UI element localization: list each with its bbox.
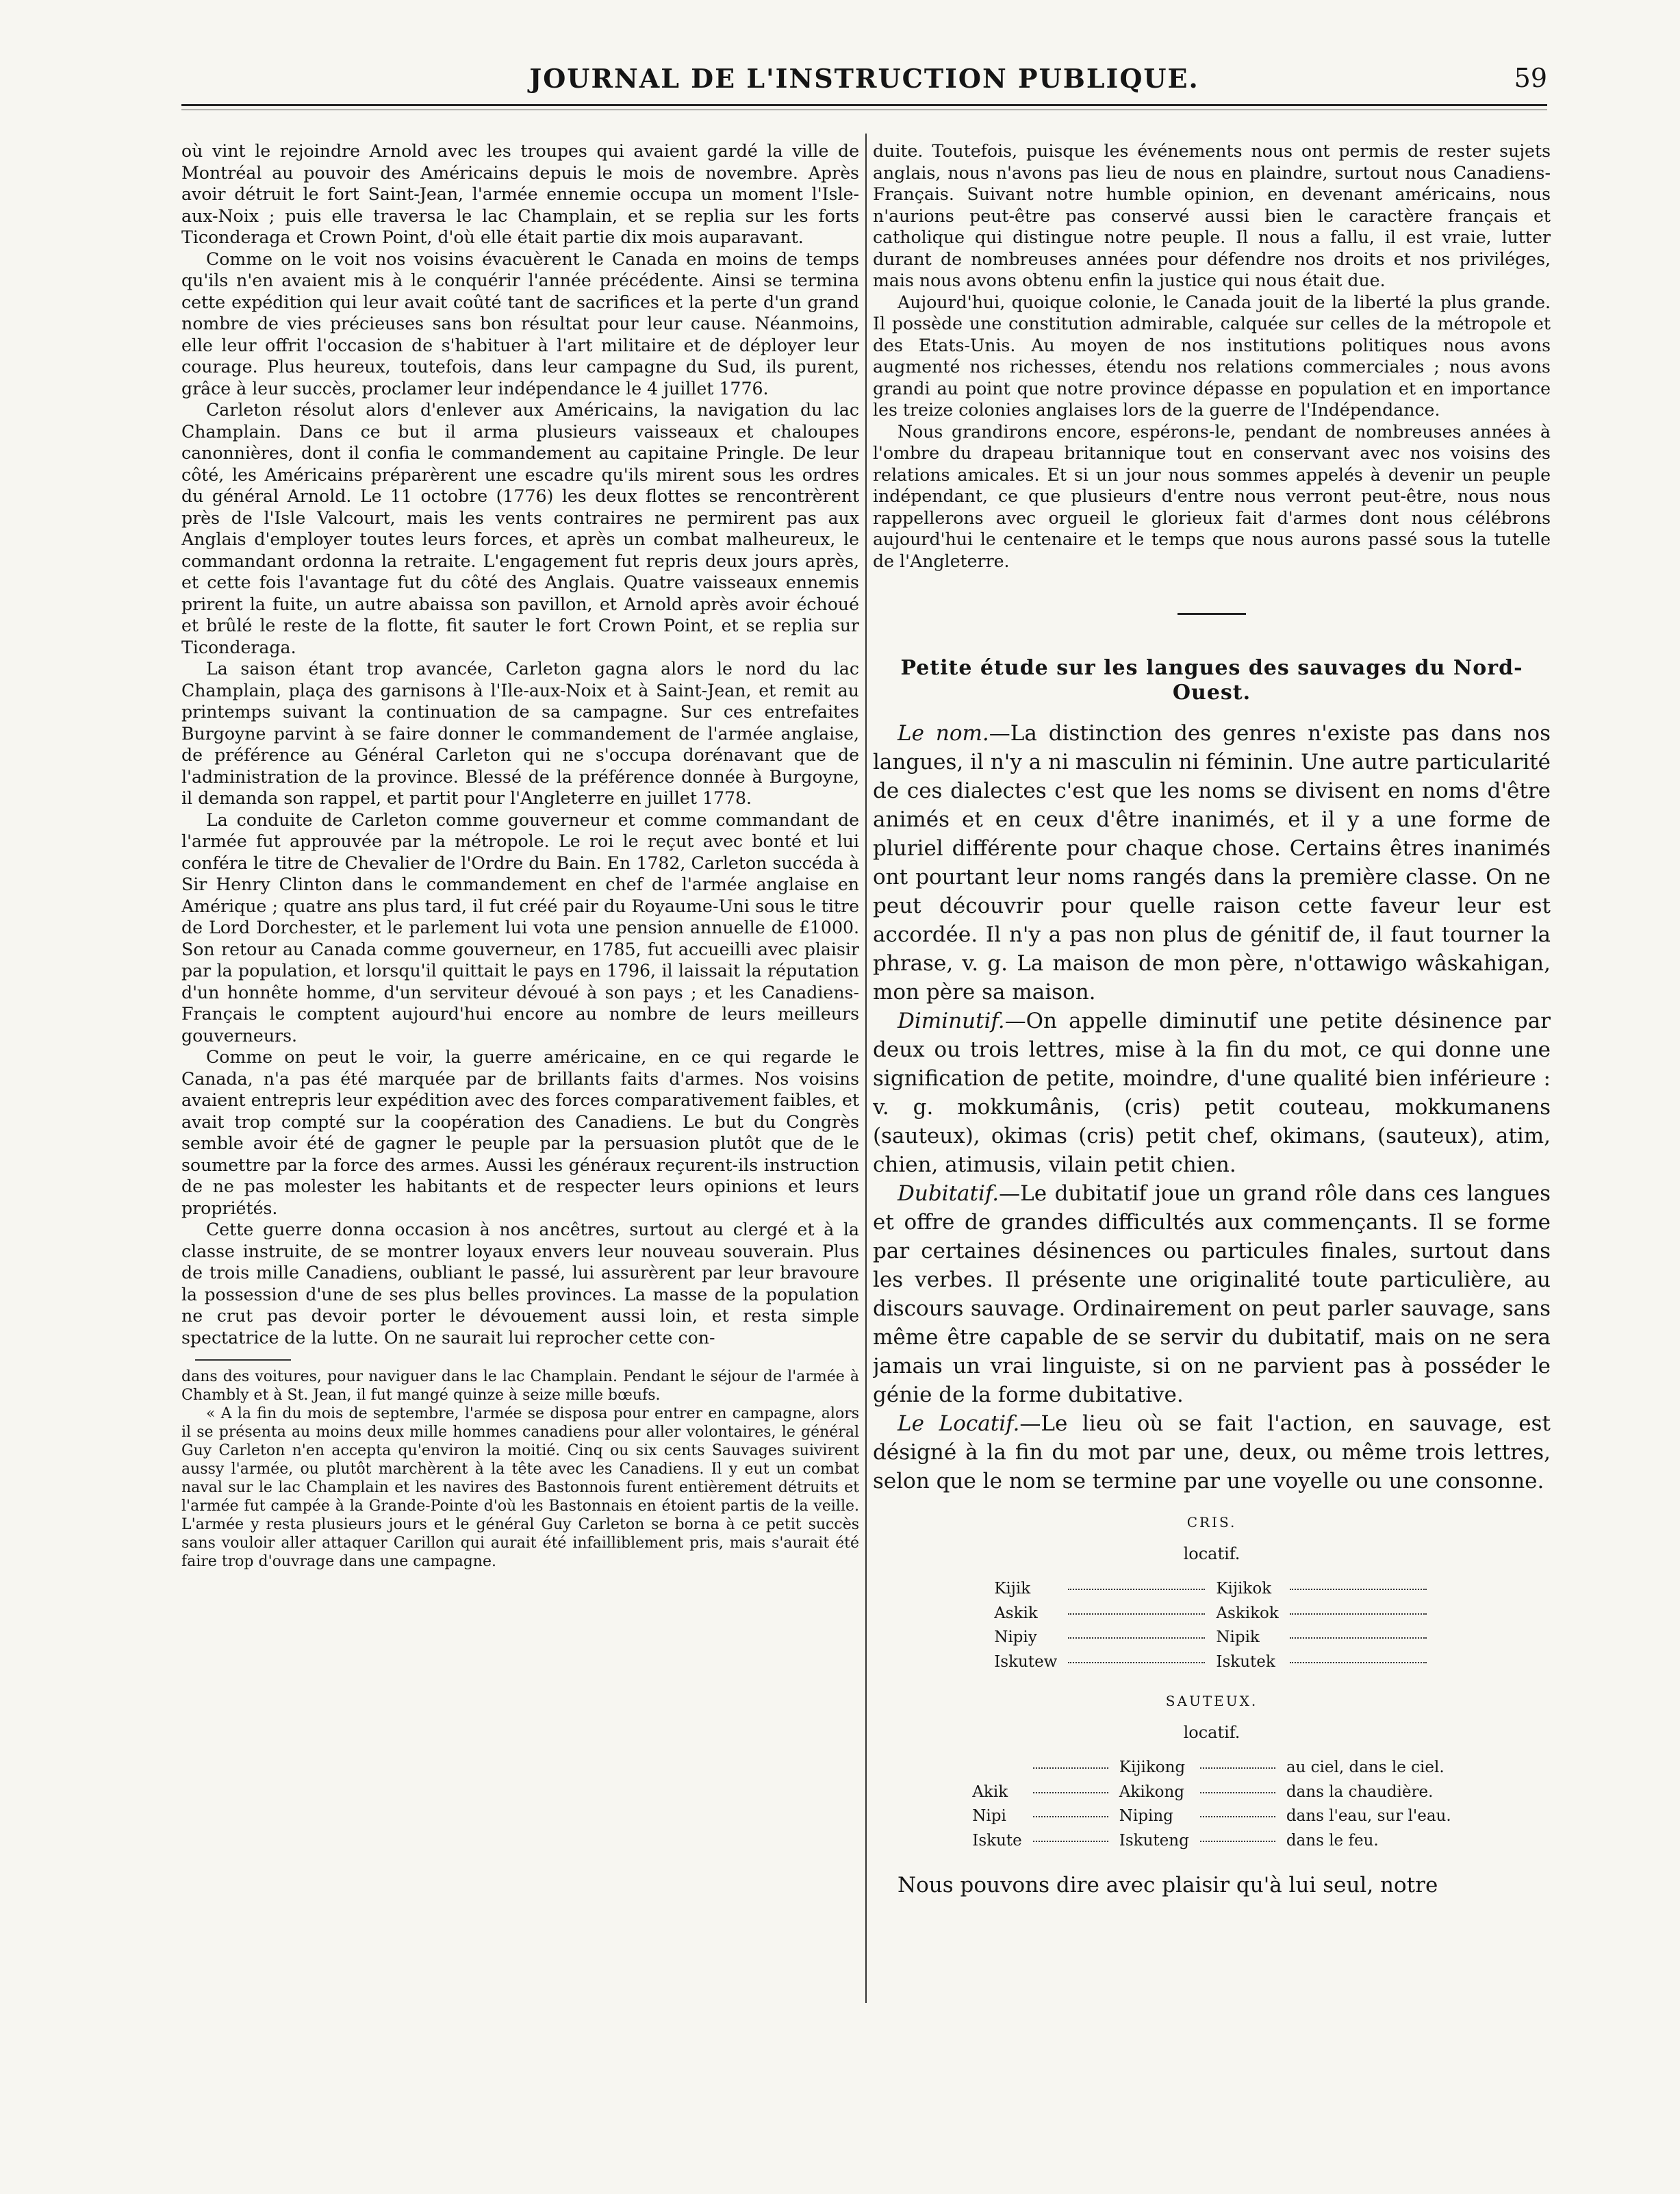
locative-cell: Iskutek (1216, 1652, 1275, 1671)
table-row (968, 1780, 1455, 1805)
leader-dots (1200, 1792, 1275, 1793)
journal-title: JOURNAL DE L'INSTRUCTION PUBLIQUE. (529, 63, 1199, 94)
study-label: Diminutif. (898, 1009, 1005, 1033)
word-cell: Nipi (972, 1807, 1006, 1825)
page-number: 59 (1514, 63, 1547, 93)
gloss-cell: dans l'eau, sur l'eau. (1286, 1807, 1451, 1825)
footnote: dans des voitures, pour naviguer dans le lac Champlain. Pendant le séjour de l'armée à Chambly et à St. Jean, il fut mangé quinze à seize mille bœufs. (181, 1368, 859, 1404)
study-text: —Le lieu où se fait l'action, en sauvage, est désigné à la fin du mot par une, deux, ou même trois lettres, selon que le nom se termine par une voyelle ou une consonne. (873, 1411, 1551, 1493)
leader-dots (1200, 1767, 1275, 1769)
paragraph: Comme on le voit nos voisins évacuèrent le Canada en moins de temps qu'ils n'en avaient mis à le conquérir l'année précédente. Ainsi se termina cette expédition qui leur avait coûté tant de sacrifices et la perte d'un grand nombre de vies précieuses sans bon résultat pour leur cause. Néanmoins, elle leur offrit l'occasion de s'habituer à l'art militaire et de déployer leur courage. Plus heureux, toutefois, dans leur campagne du Sud, ils purent, grâce à leur succès, proclamer leur indépendance le 4 juillet 1776. (181, 249, 859, 399)
paragraph: Cette guerre donna occasion à nos ancêtres, surtout au clergé et à la classe instruite, de se montrer loyaux envers leur nouveau souverain. Plus de trois mille Canadiens, oubliant le passé, lui assurèrent par leur bravoure la possession d'une de ses plus belles provinces. La masse de la population ne crut pas devoir porter le dévouement aussi loin, et resta simple spectatrice de la lutte. On ne saurait lui reprocher cette con- (181, 1220, 859, 1348)
section-separator (1178, 613, 1246, 615)
section-title: Petite étude sur les langues des sauvages du Nord-Ouest. (900, 656, 1523, 705)
paragraph: Aujourd'hui, quoique colonie, le Canada jouit de la liberté la plus grande. Il possède une constitution admirable, calquée sur celles de la métropole et des Etats-Unis. Au moyen de nos institutions politiques nous avons augmenté nos richesses, étendu nos relations commerciales ; nous avons grandi au point que notre province dépasse en population et en importance les treize colonies anglaises lors de la guerre de l'Indépendance. (873, 292, 1551, 420)
locative-cell: Kijikok (1216, 1580, 1272, 1598)
table-row (990, 1626, 1434, 1650)
left-column (181, 140, 859, 1996)
leader-dots (1033, 1841, 1108, 1842)
word-cell: Iskute (972, 1831, 1022, 1850)
leader-dots (1033, 1792, 1108, 1793)
paragraph: La conduite de Carleton comme gouverneur et comme commandant de l'armée fut approuvée par la métropole. Le roi le reçut avec bonté et lui conféra le titre de Chevalier de l'Ordre du Bain. En 1782, Carleton succéda à Sir Henry Clinton dans le commandement en chef de l'armée anglaise en Amérique ; quatre ans plus tard, il fut créé pair du Royaume-Uni sous le titre de Lord Dorchester, et le parlement lui vota une pension annuelle de £1000. Son retour au Canada comme gouverneur, en 1785, fut accueilli avec plaisir par la population, et lorsqu'il quittait le pays en 1796, il laissait la réputation d'un honnête homme, d'un serviteur dévoué à son pays ; et les Canadiens-Français le comptent aujourd'hui encore au nombre de leurs meilleurs gouverneurs. (181, 809, 859, 1046)
leader-dots (1290, 1637, 1427, 1639)
paragraph: Nous grandirons encore, espérons-le, pendant de nombreuses années à l'ombre du drapeau britannique tout en conservant avec nos voisins des relations amicales. Et si un jour nous sommes appelés à devenir un peuple indépendant, ce que plusieurs d'entre nous verront peut-être, nous nous rappellerons avec orgueil le glorieux fait d'armes dont nous célébrons aujourd'hui le centenaire et le temps que nous aurons passé sous la tutelle de l'Angleterre. (873, 421, 1551, 571)
study-label: Dubitatif. (898, 1181, 1000, 1206)
leader-dots (1033, 1816, 1108, 1817)
sauteux-subheading: locatif. (1183, 1722, 1240, 1742)
study-paragraph-nom (873, 719, 1551, 1007)
paragraph: Carleton résolut alors d'enlever aux Américains, la navigation du lac Champlain. Dans ce but il arma plusieurs vaisseaux et chaloupes canonnières, dont il confia le commandement au capitaine Pringle. De leur côté, les Américains préparèrent une escadre qu'ils mirent sous les ordres du général Arnold. Le 11 octobre (1776) les deux flottes se rencontrèrent près de l'Isle Valcourt, mais les vents contraires ne permirent pas aux Anglais d'employer toutes leurs forces, et après un combat malheureux, le commandant ordonna la retraite. L'engagement fut repris deux jours après, et cette fois l'avantage fut du côté des Anglais. Quatre vaisseaux ennemis prirent la fuite, un autre abaissa son pavillon, et Arnold après avoir échoué et brûlé le reste de la flotte, fit sauter le fort Crown Point, et se replia sur Ticonderaga. (181, 400, 859, 657)
table-row (968, 1829, 1455, 1854)
leader-dots (1068, 1613, 1205, 1615)
page-header (181, 63, 1547, 99)
column-divider (865, 134, 867, 2003)
locative-cell: Iskuteng (1119, 1831, 1189, 1850)
header-rule (181, 104, 1547, 110)
table-row (968, 1756, 1455, 1780)
paragraph: La saison étant trop avancée, Carleton gagna alors le nord du lac Champlain, plaça des garnisons à l'Ile-aux-Noix et à Saint-Jean, et remit au printemps suivant la continuation de sa campagne. Sur ces entrefaites Burgoyne parvint à se faire donner le commandement de l'armée anglaise, de préférence au Général Carleton qui ne s'occupa dorénavant que de l'administration de la province. Blessé de la préférence donnée à Burgoyne, il demanda son rappel, et partit pour l'Angleterre en juillet 1778. (181, 659, 859, 808)
study-text: —La distinction des genres n'existe pas dans nos langues, il n'y a ni masculin ni féminin. Une autre particularité de ces dialectes c'est que les noms se divisent en noms d'être animés et en ceux d'être inanimés, et il y a une forme de pluriel différente pour chaque chose. Certains êtres inanimés ont pourtant leur noms rangés dans la première classe. On ne peut découvrir pour quelle raison cette faveur leur est accordée. Il n'y a pas non plus de génitif de, il faut tourner la phrase, v. g. La maison de mon père, n'ottawigo wâskahigan, mon père sa maison. (873, 721, 1551, 1005)
cris-subheading: locatif. (1183, 1543, 1240, 1563)
leader-dots (1068, 1637, 1205, 1639)
locative-cell: Niping (1119, 1807, 1173, 1825)
leader-dots (1290, 1613, 1427, 1615)
paragraph: Comme on peut le voir, la guerre américaine, en ce qui regarde le Canada, n'a pas été marquée par de brillants faits d'armes. Nos voisins avaient entrepris leur expédition avec des forces comparativement faibles, et avait trop compté sur la coopération des Canadiens. Le but du Congrès semble avoir été de gagner le peuple par la persuasion plutôt que de le soumettre par la force des armes. Aussi les généraux reçurent-ils instruction de ne pas molester les habitants et de respecter leurs opinions et leurs propriétés. (181, 1047, 859, 1218)
leader-dots (1068, 1589, 1205, 1590)
study-paragraph-dubitatif (873, 1179, 1551, 1409)
gloss-cell: dans le feu. (1286, 1831, 1379, 1850)
sauteux-heading: SAUTEUX. (1165, 1693, 1258, 1709)
gloss-cell: dans la chaudière. (1286, 1782, 1434, 1801)
paragraph: où vint le rejoindre Arnold avec les troupes qui avaient gardé la ville de Montréal au pouvoir des Américains depuis le mois de novembre. Après avoir détruit le fort Saint-Jean, l'armée ennemie occupa un moment l'Isle-aux-Noix ; puis elle traversa le lac Champlain, et se replia sur les forts Ticonderaga et Crown Point, d'où elle était partie dix mois auparavant. (181, 141, 859, 247)
locative-cell: Kijikong (1119, 1758, 1186, 1776)
word-cell (968, 1756, 1026, 1780)
study-label: Le Locatif. (898, 1411, 1020, 1436)
word-cell: Iskutew (994, 1652, 1058, 1671)
word-cell: Askik (994, 1604, 1038, 1622)
footnote-rule (195, 1359, 291, 1361)
footnotes (181, 1367, 859, 1571)
locative-cell: Akikong (1119, 1782, 1185, 1801)
study-paragraph-diminutif (873, 1007, 1551, 1179)
sauteux-locative-table (968, 1756, 1455, 1853)
paragraph: duite. Toutefois, puisque les événements nous ont permis de rester sujets anglais, nous n'avons pas lieu de nous en plaindre, surtout nous Canadiens-Français. Suivant notre humble opinion, en devenant américains, nous n'aurions peut-être pas conservé aussi bien le caractère français et catholique qui distingue notre peuple. Il nous a fallu, il est vraie, lutter durant de nombreuses années pour défendre nos droits et nos priviléges, mais nous avons obtenu enfin la justice qui nous était due. (873, 141, 1551, 290)
gloss-cell: au ciel, dans le ciel. (1286, 1758, 1444, 1776)
table-row (990, 1602, 1434, 1626)
word-cell: Kijik (994, 1580, 1031, 1598)
cris-heading: CRIS. (1186, 1514, 1237, 1530)
study-text: —On appelle diminutif une petite désinence par deux ou trois lettres, mise à la fin du mot, ce qui donne une signification de petite, moindre, d'une qualité bien inférieure : v. g. mokkumânis, (cris) petit couteau, mokkumanens (sauteux), okimas (cris) petit chef, okimans, (sauteux), atim, chien, atimusis, vilain petit chien. (873, 1009, 1551, 1177)
leader-dots (1068, 1662, 1205, 1663)
study-label: Le nom. (898, 721, 989, 746)
table-row (968, 1804, 1455, 1829)
leader-dots (1200, 1841, 1275, 1842)
closing-line: Nous pouvons dire avec plaisir qu'à lui seul, notre (898, 1873, 1438, 1897)
study-text: —Le dubitatif joue un grand rôle dans ces langues et offre de grandes difficultés aux commençants. Il se forme par certaines désinences ou particules finales, surtout dans les verbes. Il présente une originalité toute particulière, au discours sauvage. Ordinairement on peut parler sauvage, sans même être capable de se servir du dubitatif, mais on ne sera jamais un vrai linguiste, si on ne parvient pas à posséder le génie de la forme dubitative. (873, 1181, 1551, 1407)
right-column (873, 140, 1551, 2017)
cris-locative-table (990, 1577, 1434, 1674)
table-row (990, 1650, 1434, 1675)
word-cell: Akik (972, 1782, 1008, 1801)
leader-dots (1033, 1767, 1108, 1769)
locative-cell: Nipik (1216, 1628, 1260, 1646)
study-paragraph-locatif (873, 1409, 1551, 1496)
leader-dots (1200, 1816, 1275, 1817)
language-study (873, 719, 1551, 1496)
table-row (990, 1577, 1434, 1602)
footnote: « A la fin du mois de septembre, l'armée se disposa pour entrer en campagne, alors il se présenta au moins deux mille hommes canadiens pour aller volontaires, le général Guy Carleton n'en accepta qu'environ la moitié. Cinq ou six cents Sauvages suivirent aussy l'armée, ou plutôt marchèrent à la tête avec les Canadiens. Il y eut un combat naval sur le lac Champlain et les navires des Bastonnois furent entièrement détruits et l'armée fut campée à la Grande-Pointe d'où les Bastonnais en étoient partis de la veille. L'armée y resta plusieurs jours et le général Guy Carleton se borna à ce petit succès sans vouloir aller attaquer Carillon qui aurait été infailliblement pris, mais s'aurait été faire trop d'ouvrage dans une campagne. (181, 1405, 859, 1570)
leader-dots (1290, 1589, 1427, 1590)
locative-cell: Askikok (1216, 1604, 1279, 1622)
word-cell: Nipiy (994, 1628, 1037, 1646)
leader-dots (1290, 1662, 1427, 1663)
